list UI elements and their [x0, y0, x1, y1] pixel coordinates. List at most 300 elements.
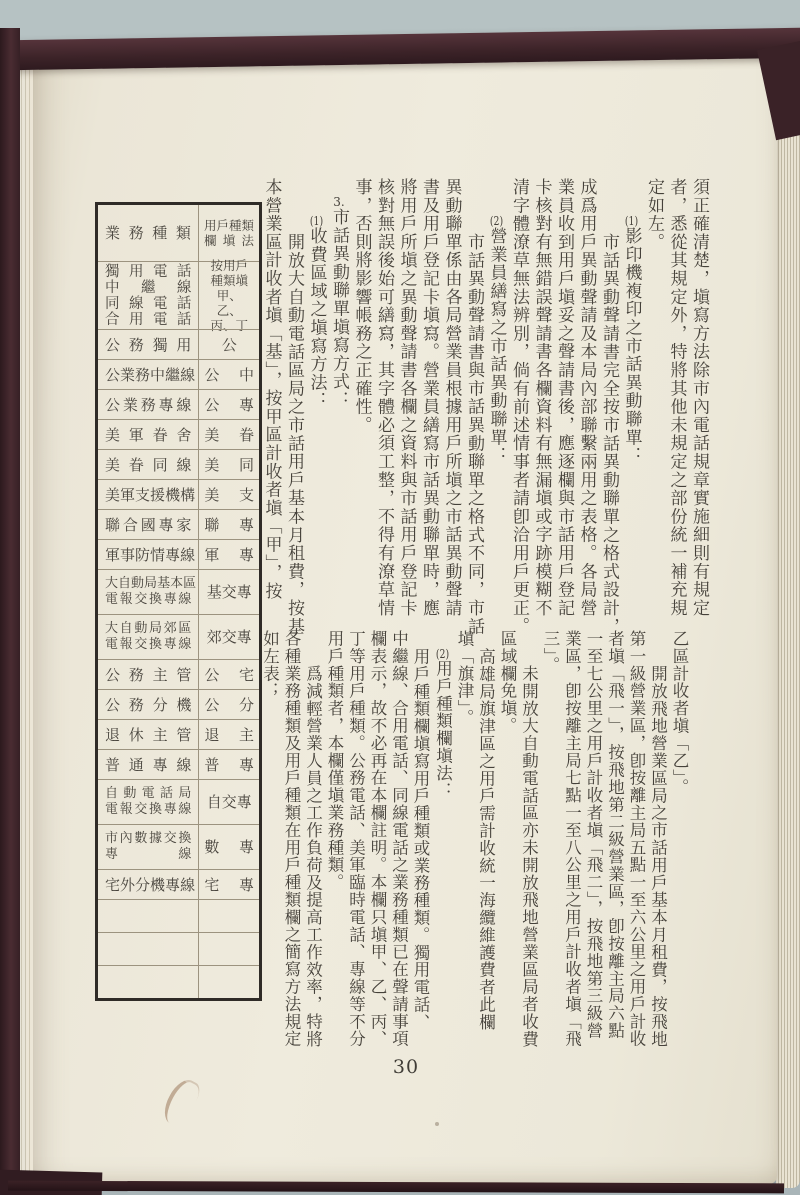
- item-number: (1): [624, 214, 639, 227]
- table-cell-right: [199, 390, 259, 419]
- cell-line: [105, 457, 191, 473]
- cell-line: [105, 427, 191, 443]
- text-column: 市話異動聲請書與市話異動聯單之格式不同，市話: [464, 232, 484, 636]
- cell-char: 換: [149, 802, 163, 817]
- cell-char: 用: [203, 218, 217, 233]
- cell-char: 數: [134, 831, 148, 846]
- table-empty-row: [98, 932, 259, 965]
- cell-char: 交: [163, 831, 177, 846]
- cell-char: 專: [238, 875, 254, 894]
- cell-line: [105, 592, 191, 608]
- cell-char: 基: [157, 576, 171, 591]
- cell-char: 報: [119, 592, 133, 607]
- cell-char: 換: [178, 831, 192, 846]
- cell-char: 家: [176, 515, 192, 534]
- text-column: 區域欄免塡。: [498, 630, 517, 735]
- table-cell-right: [199, 570, 259, 614]
- cell-char: 管: [176, 725, 192, 744]
- cell-char: 分: [152, 695, 168, 714]
- cell-line: [204, 757, 254, 773]
- cell-char: 美: [204, 425, 220, 444]
- cell-line: [105, 365, 196, 384]
- table-cell-right: [199, 825, 259, 869]
- cell-line: [204, 397, 254, 413]
- text-column: 未開放大自動電話區亦未開放飛地營業區局者收費: [519, 665, 539, 1048]
- text-column: 塡「旗津」。: [455, 630, 474, 727]
- cell-char: 公: [204, 695, 220, 714]
- text-column: 卡核對有無錯誤聲請書各欄資料有無漏塡或字跡模糊不: [531, 178, 552, 618]
- table-cell-right: [199, 540, 259, 569]
- cell-char: 自: [119, 621, 133, 636]
- cell-char: 務: [128, 695, 144, 714]
- cell-char: 外: [120, 875, 136, 894]
- cell-char: 業: [120, 365, 136, 384]
- table-row: [98, 614, 259, 659]
- item-number: 3.: [333, 196, 345, 209]
- table-cell-right: [199, 900, 259, 932]
- cell-char: 線: [178, 847, 192, 862]
- cell-char: 眷: [128, 455, 144, 474]
- table-cell-left: [98, 690, 199, 719]
- cell-char: 專: [158, 395, 174, 414]
- cell-char: 退: [204, 725, 220, 744]
- cell-line: [105, 621, 191, 637]
- text-column: 各種業務種類及用戶種類在用戶種類欄之簡寫方法規定: [282, 630, 301, 1048]
- cell-line: [105, 545, 196, 564]
- table-cell-left: [98, 933, 199, 965]
- cell-line: [204, 697, 254, 713]
- table-row: [98, 749, 259, 779]
- page-stack-left: [18, 52, 33, 1180]
- cell-line: [204, 517, 254, 533]
- cell-line: [105, 802, 191, 818]
- book-spine-edge: [0, 28, 20, 1192]
- cell-char: 專: [158, 515, 174, 534]
- text-column: 者塡「飛一」，按飛地第二級營業區，卽按離主局六點: [605, 630, 625, 1040]
- cell-char: 繼: [165, 365, 181, 384]
- cell-char: 欄: [203, 233, 217, 248]
- table-row: [98, 419, 259, 449]
- table-cell-right: [199, 420, 259, 449]
- cell-char: 美: [105, 425, 121, 444]
- cell-char: 公: [204, 365, 220, 384]
- text-column: 將用戶所塡之異動聲請書各欄之資料與市話用戶登記卡: [396, 178, 417, 618]
- cell-line: 甲、乙、: [216, 288, 242, 318]
- cell-char: 軍: [105, 545, 121, 564]
- table-row: [98, 869, 259, 899]
- table-cell-right: [199, 933, 259, 965]
- text-column: 三」。: [541, 630, 560, 674]
- cell-char: 公: [105, 695, 121, 714]
- table-empty-row: [98, 899, 259, 932]
- page-number: 30: [392, 1056, 420, 1078]
- table-row: [98, 539, 259, 569]
- cell-char: 防: [135, 545, 151, 564]
- table-cell-right: [199, 870, 259, 899]
- cell-line: [105, 786, 191, 802]
- cell-char: 線: [176, 455, 192, 474]
- cell-char: 休: [128, 725, 144, 744]
- item-number: (2): [489, 214, 504, 227]
- cell-line: 基交專: [206, 583, 252, 601]
- table-cell-left: [98, 262, 199, 329]
- cell-char: 線: [128, 295, 144, 312]
- cell-char: 塡: [222, 233, 236, 248]
- text-column: 用戶種類者，本欄僅塡業務種類。: [325, 630, 344, 891]
- text-column: 中繼線、合用電話、同線電話之業務種類已在聲請事項: [389, 630, 409, 1048]
- cell-char: 電: [152, 263, 168, 280]
- cell-char: 動: [131, 576, 145, 591]
- text-column: (1)影印機複印之市話異動聯單：: [621, 214, 642, 465]
- cell-char: 普: [105, 755, 121, 774]
- cell-char: 分: [135, 875, 151, 894]
- table-row: [98, 689, 259, 719]
- book-page: [26, 46, 777, 1184]
- cell-char: 聯: [105, 515, 121, 534]
- cell-line: [204, 367, 254, 383]
- text-column: 欄表示，故不必再在本欄註明。本欄只塡甲、乙、丙、: [368, 630, 387, 1048]
- table-cell-right: [199, 750, 259, 779]
- paper-speck: [435, 1122, 439, 1126]
- table-cell-left: [98, 390, 199, 419]
- table-cell-left: [98, 330, 199, 359]
- cell-char: 郊: [163, 621, 177, 636]
- cell-char: 線: [176, 395, 192, 414]
- cell-char: 專: [165, 875, 181, 894]
- table-row: [98, 509, 259, 539]
- cell-char: 類: [175, 224, 191, 242]
- cell-char: 用: [128, 263, 144, 280]
- table-cell-left: [98, 420, 199, 449]
- text-column: 須正確清楚，塡寫方法除市內電話規章實施細則有規定: [689, 178, 709, 618]
- cell-line: [105, 517, 191, 533]
- cell-line: [105, 576, 197, 592]
- cell-char: 同: [152, 455, 168, 474]
- cell-line: [105, 847, 191, 863]
- cell-char: 美: [105, 485, 121, 504]
- cell-char: 美: [204, 485, 220, 504]
- cell-char: 公: [105, 335, 121, 354]
- cell-char: 自: [118, 576, 132, 591]
- cell-char: 同: [105, 295, 120, 312]
- table-cell-right: [199, 480, 259, 509]
- cell-char: 合: [122, 515, 138, 534]
- cell-line: [105, 280, 191, 296]
- cell-char: 話: [176, 311, 192, 328]
- table-row: [98, 359, 259, 389]
- cell-char: 專: [163, 637, 177, 652]
- cell-char: 區: [178, 621, 192, 636]
- cell-char: 用: [176, 335, 192, 354]
- text-column: 事，否則將影響帳務之正確性。: [351, 178, 372, 435]
- book-cover-bottom-edge: [8, 1181, 784, 1194]
- cell-char: 專: [238, 838, 254, 856]
- cell-char: 內: [119, 831, 133, 846]
- cell-char: 據: [149, 831, 163, 846]
- table-row: [98, 479, 259, 509]
- cell-char: 專: [238, 755, 254, 774]
- cell-char: 大: [105, 576, 119, 591]
- cell-char: 普: [204, 755, 220, 774]
- text-column: 核對無誤後始可繕寫，其字體必須工整，不得有潦草情: [374, 178, 394, 618]
- cell-char: 獨: [152, 335, 168, 354]
- text-column: 異動聯單係由各局營業員根據用戶所塡之市話異動聲請: [441, 178, 462, 618]
- cell-char: 動: [134, 621, 148, 636]
- cell-char: 電: [105, 592, 119, 607]
- text-column: 成爲用戶異動聲請及本局內部聯繫兩用之表格。各局營: [576, 178, 597, 618]
- cell-line: 自交專: [206, 793, 252, 811]
- table-cell-right: [199, 450, 259, 479]
- table-row: [98, 659, 259, 689]
- paper-blemish: [158, 1075, 203, 1130]
- cell-char: 報: [119, 637, 133, 652]
- table-row: [98, 569, 259, 614]
- table-cell-right: [199, 720, 259, 749]
- cell-char: 眷: [152, 425, 168, 444]
- cell-char: 局: [149, 621, 163, 636]
- cell-char: 專: [238, 515, 254, 534]
- table-cell-right: [199, 615, 259, 659]
- item-number: (1): [309, 214, 324, 227]
- cell-char: 電: [105, 637, 119, 652]
- cell-char: 中: [105, 279, 120, 296]
- cell-line: [105, 757, 191, 773]
- text-column: (2)營業員繕寫之市話異動聯單：: [486, 214, 507, 465]
- table-row: [98, 389, 259, 419]
- text-column: 本營業區計收者塡「基」，按甲區計收者塡「甲」，按: [261, 178, 282, 601]
- cell-char: 業: [105, 224, 121, 242]
- cell-char: 大: [105, 621, 119, 636]
- cell-line: [204, 839, 254, 855]
- cell-char: 宅: [204, 875, 220, 894]
- table-cell-left: [98, 570, 199, 614]
- cell-char: 交: [134, 637, 148, 652]
- text-column: 者，悉從其規定外，特將其他未規定之部份統一補充規: [666, 178, 687, 618]
- cell-char: 情: [150, 545, 166, 564]
- cell-char: 退: [105, 725, 121, 744]
- text-column: 開放飛地營業區局之市話用戶基本月租費，按飛地: [648, 665, 668, 1048]
- cell-char: 軍: [204, 545, 220, 564]
- table-cell-left: [98, 615, 199, 659]
- table-cell-left: [98, 205, 199, 261]
- cell-char: 種: [228, 218, 242, 233]
- text-column: 市話異動聲請書完全按市話異動聯單之格式設計，: [599, 232, 619, 636]
- table-cell-left: [98, 480, 199, 509]
- text-column: 乙區計收者塡「乙」。: [670, 630, 689, 796]
- table-row: [98, 449, 259, 479]
- abbreviation-table: [95, 202, 262, 1001]
- cell-char: 眷: [238, 425, 254, 444]
- cell-char: 類: [241, 218, 254, 233]
- text-column: 一至七公里之用戶計收者塡「飛二」，按飛地第三級營: [584, 630, 603, 1040]
- cell-line: [105, 875, 196, 894]
- cell-char: 機: [165, 485, 181, 504]
- page-stack-right: [776, 56, 800, 1188]
- table-cell-left: [98, 900, 199, 932]
- text-column: 3.市話異動聯單塡寫方式：: [329, 196, 349, 410]
- cell-char: 管: [176, 665, 192, 684]
- text-column: 爲減輕營業人員之工作負荷及提高工作效率，特將: [303, 665, 323, 1048]
- cell-char: 公: [105, 665, 121, 684]
- cell-char: 專: [152, 755, 168, 774]
- cell-char: 交: [134, 802, 148, 817]
- cell-char: 援: [150, 485, 166, 504]
- cell-char: 公: [204, 665, 220, 684]
- cell-char: 主: [152, 665, 168, 684]
- cell-char: 線: [178, 637, 192, 652]
- cell-char: 業: [122, 395, 138, 414]
- item-number: (2): [435, 647, 450, 660]
- table-cell-left: [98, 360, 199, 389]
- table-cell-right: [199, 330, 259, 359]
- cell-line: 按用戶: [210, 258, 248, 273]
- cell-line: [204, 427, 254, 443]
- cell-char: 公: [105, 365, 121, 384]
- cell-char: 主: [238, 725, 254, 744]
- cell-char: 市: [105, 831, 119, 846]
- cell-line: 丙、丁: [210, 318, 248, 333]
- cell-char: 公: [105, 395, 121, 414]
- table-cell-right: [199, 360, 259, 389]
- cell-line: [204, 667, 254, 683]
- text-block-lower: [258, 630, 690, 1090]
- cell-char: 用: [128, 311, 144, 328]
- cell-line: [105, 831, 191, 847]
- cell-char: 線: [176, 279, 192, 296]
- cell-line: [204, 727, 254, 743]
- table-cell-right: [199, 510, 259, 539]
- cell-char: 動: [123, 786, 137, 801]
- table-row: [98, 258, 259, 333]
- cell-char: 務: [128, 335, 144, 354]
- cell-char: 事: [120, 545, 136, 564]
- table-cell-right: [199, 780, 259, 824]
- table-cell-left: [98, 450, 199, 479]
- text-column: 丁等用戶種類。公務電話、美軍臨時電話、專線等不分: [346, 630, 366, 1048]
- cell-char: 中: [150, 365, 166, 384]
- cell-char: 繼: [140, 279, 156, 296]
- cell-char: 宅: [105, 875, 121, 894]
- cell-char: 獨: [105, 263, 120, 280]
- cell-line: [105, 697, 191, 713]
- cell-char: 話: [160, 786, 174, 801]
- cell-char: 換: [149, 637, 163, 652]
- table-row: [98, 329, 259, 359]
- table-row: [98, 824, 259, 869]
- table-header-row: [98, 205, 259, 261]
- cell-char: 電: [152, 295, 168, 312]
- cell-char: 戶: [216, 218, 229, 233]
- text-block-upper: [258, 178, 710, 646]
- table-row: [98, 779, 259, 824]
- cell-char: 宅: [238, 665, 254, 684]
- text-column: 業區，卽按離主局七點一至八公里之用戶計收者塡「飛: [562, 630, 582, 1048]
- cell-char: 合: [105, 311, 120, 328]
- cell-char: 專: [238, 545, 254, 564]
- cell-line: 郊交專: [206, 628, 252, 646]
- cell-char: 專: [238, 395, 254, 414]
- cell-char: 國: [140, 515, 156, 534]
- cell-char: 線: [176, 755, 192, 774]
- cell-char: 法: [241, 233, 254, 248]
- cell-char: 種: [152, 224, 168, 242]
- cell-char: 線: [180, 545, 196, 564]
- text-column: 如左表；: [260, 630, 280, 700]
- cell-char: 交: [134, 592, 148, 607]
- cell-char: 務: [140, 395, 156, 414]
- table-cell-left: [98, 540, 199, 569]
- cell-char: 機: [176, 695, 192, 714]
- cell-char: 機: [150, 875, 166, 894]
- cell-line: [204, 547, 254, 563]
- cell-char: 通: [128, 755, 144, 774]
- cell-char: 支: [238, 485, 254, 504]
- cell-line: [105, 296, 191, 312]
- cell-line: [105, 225, 191, 241]
- cell-line: [105, 637, 191, 653]
- text-column: 用戶種類欄塡寫用戶種類或業務種類。獨用電話、: [411, 647, 430, 1031]
- cell-char: 務: [128, 224, 144, 242]
- cell-char: 線: [178, 592, 192, 607]
- cell-char: 局: [178, 786, 192, 801]
- cell-line: [204, 218, 254, 233]
- cell-char: 專: [163, 592, 177, 607]
- cell-char: 話: [176, 263, 192, 280]
- table-empty-row: [98, 965, 259, 998]
- cell-char: 專: [163, 802, 177, 817]
- text-column: (2)用戶種類欄塡法：: [433, 647, 453, 799]
- cell-char: 軍: [120, 485, 136, 504]
- cell-char: 電: [141, 786, 155, 801]
- cell-line: [105, 264, 191, 280]
- cell-line: [105, 485, 196, 504]
- text-column: 定如左。: [644, 178, 664, 252]
- cell-char: 構: [180, 485, 196, 504]
- table-cell-left: [98, 870, 199, 899]
- cell-line: 公: [221, 335, 237, 354]
- cell-char: 專: [105, 847, 119, 862]
- cell-char: 主: [152, 725, 168, 744]
- cell-char: 線: [180, 875, 196, 894]
- cell-char: 美: [105, 455, 121, 474]
- cell-char: 務: [128, 665, 144, 684]
- table-cell-right: [199, 690, 259, 719]
- cell-line: [105, 397, 191, 413]
- cell-char: 分: [238, 695, 254, 714]
- cell-char: 電: [152, 311, 168, 328]
- table-cell-right: [199, 966, 259, 998]
- cell-char: 中: [238, 365, 254, 384]
- cell-char: 線: [178, 802, 192, 817]
- cell-char: 線: [180, 365, 196, 384]
- cell-line: 種類塡: [210, 273, 248, 288]
- cell-char: 舍: [176, 425, 192, 444]
- text-column: 高雄局旗津區之用戶需計收統一海纜維護費者此欄: [476, 647, 496, 1031]
- table-cell-left: [98, 510, 199, 539]
- cell-line: [105, 312, 191, 328]
- table-cell-right: [199, 660, 259, 689]
- text-column: 清字體潦草無法辨別，倘有前述情事者請卽洽用戶更正。: [509, 178, 529, 636]
- text-column: 第一級營業區，卽按離主局五點一至六公里之用戶計收: [627, 630, 646, 1048]
- table-cell-right: [199, 205, 259, 261]
- table-cell-left: [98, 825, 199, 869]
- cell-line: [204, 877, 254, 893]
- cell-char: 換: [149, 592, 163, 607]
- cell-char: 報: [119, 802, 133, 817]
- cell-line: [105, 337, 191, 353]
- cell-char: 公: [204, 395, 220, 414]
- table-row: [98, 719, 259, 749]
